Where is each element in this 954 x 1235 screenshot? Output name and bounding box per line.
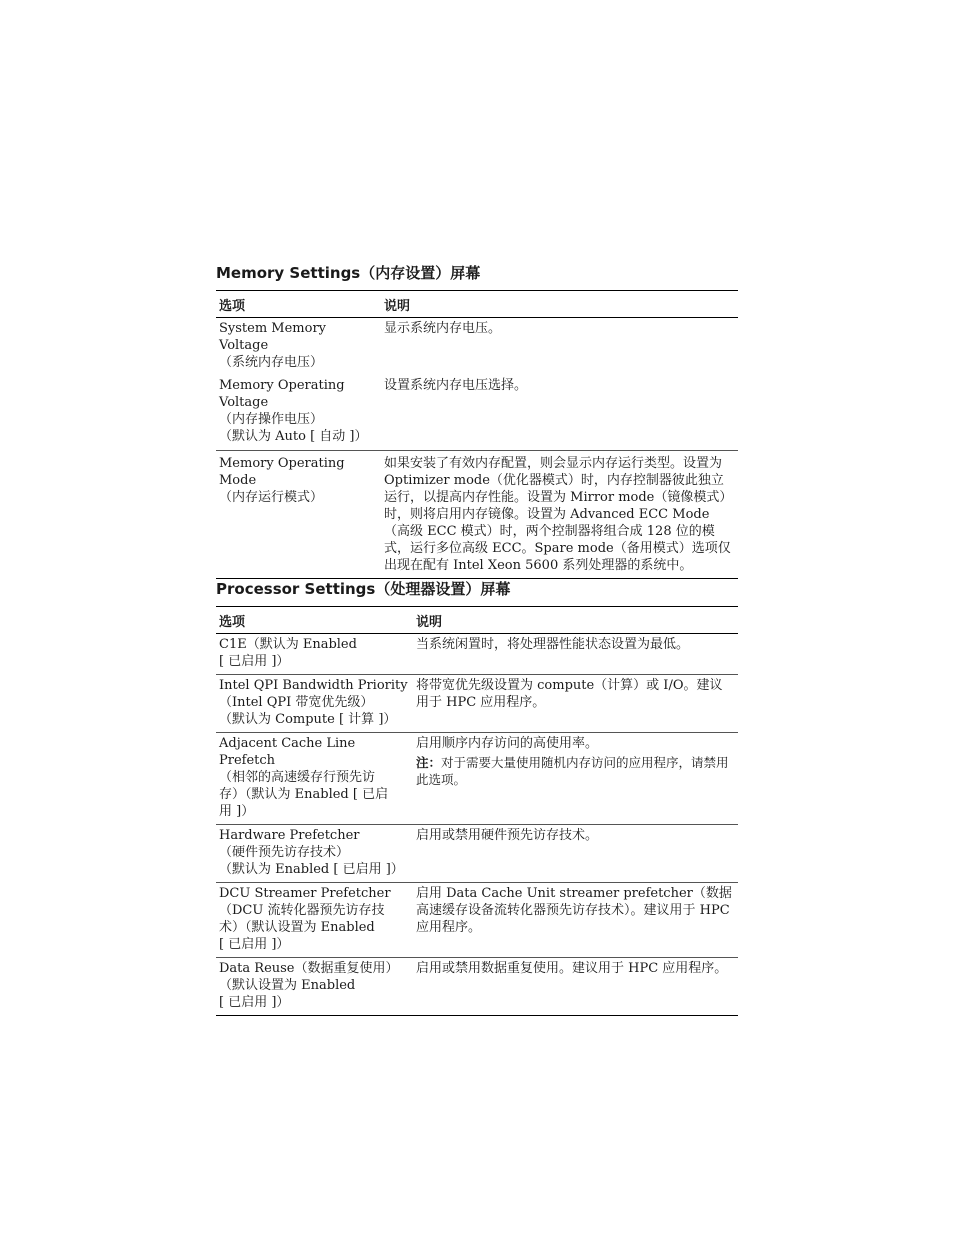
processor-settings-title: Processor Settings（处理器设置）屏幕 bbox=[216, 580, 511, 598]
option-text: DCU Streamer Prefetcher bbox=[219, 886, 391, 901]
table-row bbox=[216, 634, 738, 675]
description-cell: 显示系统内存电压。 bbox=[384, 321, 502, 336]
column-header-option: 选项 bbox=[216, 607, 413, 634]
option-cell bbox=[216, 318, 381, 376]
option-text: [ 已启用 ]） bbox=[219, 995, 290, 1010]
note bbox=[416, 754, 735, 788]
option-text: （内存操作电压） bbox=[219, 412, 324, 427]
option-text: （默认设置为 Enabled bbox=[219, 978, 356, 993]
note-label: 注： bbox=[416, 755, 442, 770]
table-row bbox=[216, 883, 738, 958]
description-cell bbox=[413, 733, 738, 825]
table-header-row bbox=[216, 291, 738, 318]
description-cell: 将带宽优先级设置为 compute（计算）或 I/O。建议用于 HPC 应用程序。 bbox=[413, 675, 738, 733]
description-cell: 当系统闲置时，将处理器性能状态设置为最低。 bbox=[413, 634, 738, 675]
table-row bbox=[216, 451, 738, 579]
table-row bbox=[216, 375, 738, 451]
table-row bbox=[216, 733, 738, 825]
description-cell: 启用或禁用数据重复使用。建议用于 HPC 应用程序。 bbox=[413, 958, 738, 1016]
option-text: C1E（默认为 Enabled bbox=[219, 637, 357, 652]
option-text: （Intel QPI 带宽优先级） bbox=[219, 695, 374, 710]
option-text: （硬件预先访存技术） bbox=[219, 845, 350, 860]
option-text: Hardware Prefetcher bbox=[219, 828, 360, 843]
column-header-description: 说明 bbox=[413, 607, 738, 634]
processor-settings-section bbox=[216, 580, 738, 1016]
option-cell bbox=[216, 825, 413, 883]
table-row bbox=[216, 675, 738, 733]
table-row bbox=[216, 958, 738, 1016]
note-text: 对于需要大量使用随机内存访问的应用程序，请禁用此选项。 bbox=[416, 755, 729, 787]
memory-settings-title: Memory Settings（内存设置）屏幕 bbox=[216, 264, 481, 282]
option-text: （内存运行模式） bbox=[219, 490, 324, 505]
option-text: （默认为 Compute [ 计算 ]） bbox=[219, 712, 397, 727]
option-text: （相邻的高速缓存行预先访 bbox=[219, 770, 376, 785]
option-text: （DCU 流转化器预先访存技 bbox=[219, 903, 385, 918]
option-text: Memory Operating Mode bbox=[219, 456, 345, 488]
column-header-description: 说明 bbox=[381, 291, 738, 318]
memory-settings-section bbox=[216, 264, 738, 579]
table-row bbox=[216, 318, 738, 376]
option-text: 存）（默认为 Enabled [ 已启 bbox=[219, 787, 389, 802]
option-text: System Memory Voltage bbox=[219, 321, 327, 353]
option-text: Adjacent Cache Line Prefetch bbox=[219, 736, 356, 768]
processor-settings-table bbox=[216, 606, 738, 1016]
option-text: Data Reuse（数据重复使用） bbox=[219, 961, 399, 976]
option-text: 术）（默认设置为 Enabled bbox=[219, 920, 375, 935]
option-text: （系统内存电压） bbox=[219, 355, 324, 370]
option-cell bbox=[216, 733, 413, 825]
option-cell bbox=[216, 883, 413, 958]
description-cell: 设置系统内存电压选择。 bbox=[381, 375, 738, 451]
option-cell bbox=[216, 375, 381, 451]
option-text: （默认为 Auto [ 自动 ]） bbox=[219, 429, 368, 444]
description-cell: 启用 Data Cache Unit streamer prefetcher（数据高速缓存设备流转化器预先访存技术）。建议用于 HPC 应用程序。 bbox=[413, 883, 738, 958]
memory-settings-table bbox=[216, 290, 738, 579]
description-text: 启用顺序内存访问的高使用率。 bbox=[416, 736, 599, 751]
option-cell bbox=[216, 634, 413, 675]
option-text: （默认为 Enabled [ 已启用 ]） bbox=[219, 862, 404, 877]
option-cell bbox=[216, 451, 381, 579]
description-cell: 如果安装了有效内存配置，则会显示内存运行类型。设置为 Optimizer mode（优化器模式）时，内存控制器彼此独立运行，以提高内存性能。设置为 Mirror mode（镜像模式）时，则将启用内存镜像。设置为 Advanced ECC Mode（高级 ECC 模式）时，两个控制器将组合成 128 位的模式，运行多位高级 ECC。Spare mode（备用模式）选项仅出现在配有 Intel Xeon 5600 系列处理器的系统中。 bbox=[381, 451, 738, 579]
option-text: Memory Operating Voltage bbox=[219, 378, 345, 410]
table-row bbox=[216, 825, 738, 883]
option-text: [ 已启用 ]） bbox=[219, 937, 290, 952]
table-header-row bbox=[216, 607, 738, 634]
column-header-option: 选项 bbox=[216, 291, 381, 318]
option-text: 用 ]） bbox=[219, 804, 255, 819]
description-cell: 启用或禁用硬件预先访存技术。 bbox=[413, 825, 738, 883]
option-cell bbox=[216, 958, 413, 1016]
option-text: [ 已启用 ]） bbox=[219, 654, 290, 669]
option-text: Intel QPI Bandwidth Priority bbox=[219, 678, 408, 693]
option-cell bbox=[216, 675, 413, 733]
